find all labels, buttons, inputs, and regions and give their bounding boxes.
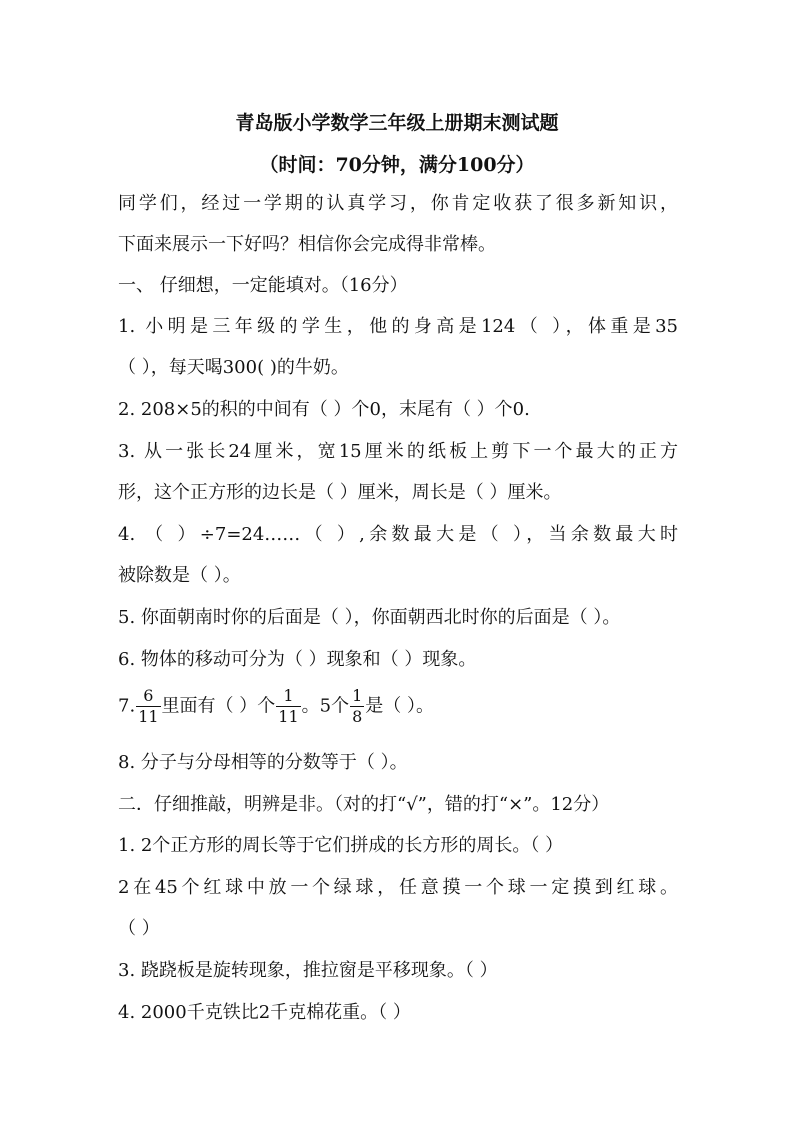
fraction-numerator: 6 xyxy=(143,686,154,705)
fraction-6-11 xyxy=(136,688,160,725)
s1-question-5: 5. 你面朝南时你的后面是（ ），你面朝西北时你的后面是（ ）。 xyxy=(118,607,621,628)
q7-prefix: 7. xyxy=(118,695,136,717)
section-2-heading: 二．仔细推敲，明辨是非。（对的打“√”，错的打“×”。12分） xyxy=(118,794,610,815)
fraction-1-11 xyxy=(276,688,300,725)
exam-title: 青岛版小学数学三年级上册期末测试题 xyxy=(235,112,559,134)
fraction-1-8 xyxy=(350,688,364,725)
s1-question-1-line-1: 1. 小明是三年级的学生，他的身高是124（ ），体重是35 xyxy=(118,316,678,337)
intro-line-1: 同学们，经过一学期的认真学习，你肯定收获了很多新知识， xyxy=(118,193,678,214)
fraction-denominator: 8 xyxy=(352,707,363,726)
s1-question-4-line-2: 被除数是（ ）。 xyxy=(118,565,241,586)
s1-question-3-line-2: 形，这个正方形的边长是（ ）厘米，周长是（ ）厘米。 xyxy=(118,482,562,503)
s1-question-2: 2. 208×5的积的中间有（ ）个0，末尾有（ ）个0. xyxy=(118,399,530,420)
q7-suffix: 是（ ）。 xyxy=(365,695,435,717)
fraction-numerator: 1 xyxy=(352,686,363,705)
s2-question-2-line-2: （ ） xyxy=(118,918,160,939)
fraction-numerator: 1 xyxy=(283,686,294,705)
s1-question-6: 6. 物体的移动可分为（ ）现象和（ ）现象。 xyxy=(118,649,477,670)
s2-question-2-line-1: 2在45个红球中放一个绿球，任意摸一个球一定摸到红球。 xyxy=(118,877,678,898)
s1-question-8: 8. 分子与分母相等的分数等于（ ）。 xyxy=(118,752,408,773)
s1-question-4-line-1: 4. （ ）÷7=24……（ ）,余数最大是（ ），当余数最大时 xyxy=(118,524,678,545)
q7-text-1: 里面有（ ）个 xyxy=(161,695,276,717)
intro-line-2: 下面来展示一下好吗？相信你会完成得非常棒。 xyxy=(118,234,496,255)
s1-question-7 xyxy=(118,688,678,725)
s2-question-4: 4. 2000千克铁比2千克棉花重。（ ） xyxy=(118,1002,411,1023)
exam-subtitle: （时间：70分钟，满分100分） xyxy=(259,154,535,176)
s1-question-1-line-2: （ ），每天喝300( )的牛奶。 xyxy=(118,357,349,378)
s1-question-3-line-1: 3. 从一张长24厘米，宽15厘米的纸板上剪下一个最大的正方 xyxy=(118,441,678,462)
s2-question-3: 3. 跷跷板是旋转现象，推拉窗是平移现象。（ ） xyxy=(118,960,498,981)
section-1-heading: 一、 仔细想，一定能填对。（16分） xyxy=(118,275,408,296)
fraction-denominator: 11 xyxy=(138,707,159,726)
s2-question-1: 1. 2个正方形的周长等于它们拼成的长方形的周长。（ ） xyxy=(118,835,564,856)
fraction-denominator: 11 xyxy=(278,707,299,726)
q7-text-2: 。5个 xyxy=(301,695,350,717)
